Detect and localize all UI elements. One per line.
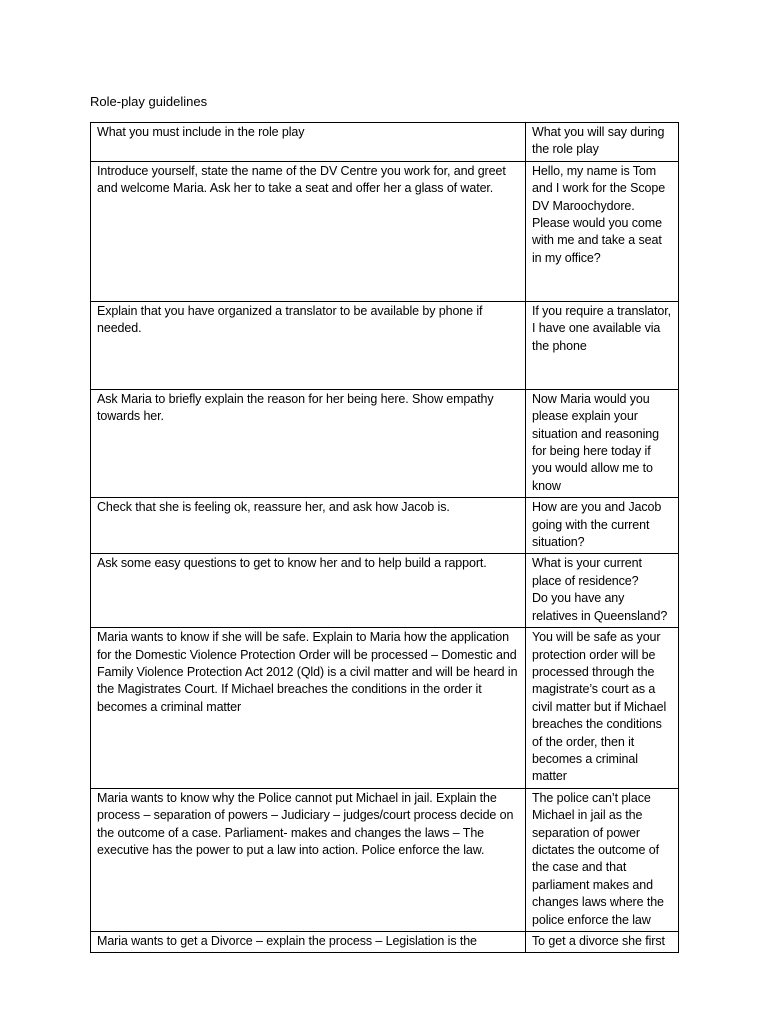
column-header-include: What you must include in the role play [91,123,526,162]
include-cell: Check that she is feeling ok, reassure her, and ask how Jacob is. [91,498,526,554]
say-cell: To get a divorce she first [526,932,679,953]
table-row [91,301,679,389]
table-row [91,554,679,628]
include-cell: Maria wants to get a Divorce – explain the process – Legislation is the [91,932,526,953]
include-cell: Maria wants to know why the Police cannot put Michael in jail. Explain the process – separation of powers – Judiciary – judges/court process decide on the outcome of a case. Parliament- makes and changes the laws – The executive has the power to put a law into action. Police enforce the law. [91,788,526,931]
say-cell: You will be safe as your protection order will be processed through the magistrate’s court as a civil matter but if Michael breaches the conditions of the order, then it becomes a criminal matter [526,628,679,789]
table-header-row [91,123,679,162]
table-row [91,628,679,789]
say-cell: What is your current place of residence? Do you have any relatives in Queensland? [526,554,679,628]
include-cell: Maria wants to know if she will be safe. Explain to Maria how the application for the Domestic Violence Protection Order will be processed – Domestic and Family Violence Protection Act 2012 (Qld) is a civil matter and will be heard in the Magistrates Court. If Michael breaches the conditions in the order it becomes a criminal matter [91,628,526,789]
page-title: Role-play guidelines [90,94,208,109]
table-row [91,161,679,301]
say-cell: If you require a translator, I have one available via the phone [526,301,679,389]
include-cell: Introduce yourself, state the name of the DV Centre you work for, and greet and welcome Maria. Ask her to take a seat and offer her a glass of water. [91,161,526,301]
include-cell: Ask Maria to briefly explain the reason for her being here. Show empathy towards her. [91,389,526,497]
say-cell: How are you and Jacob going with the current situation? [526,498,679,554]
role-play-table [90,122,679,953]
column-header-say: What you will say during the role play [526,123,679,162]
say-cell: The police can’t place Michael in jail as the separation of power dictates the outcome of the case and that parliament makes and changes laws where the police enforce the law [526,788,679,931]
table-row [91,498,679,554]
table-row [91,932,679,953]
say-cell: Hello, my name is Tom and I work for the Scope DV Maroochydore. Please would you come with me and take a seat in my office? [526,161,679,301]
say-cell: Now Maria would you please explain your situation and reasoning for being here today if you would allow me to know [526,389,679,497]
include-cell: Ask some easy questions to get to know her and to help build a rapport. [91,554,526,628]
table-row [91,788,679,931]
table-row [91,389,679,497]
include-cell: Explain that you have organized a translator to be available by phone if needed. [91,301,526,389]
